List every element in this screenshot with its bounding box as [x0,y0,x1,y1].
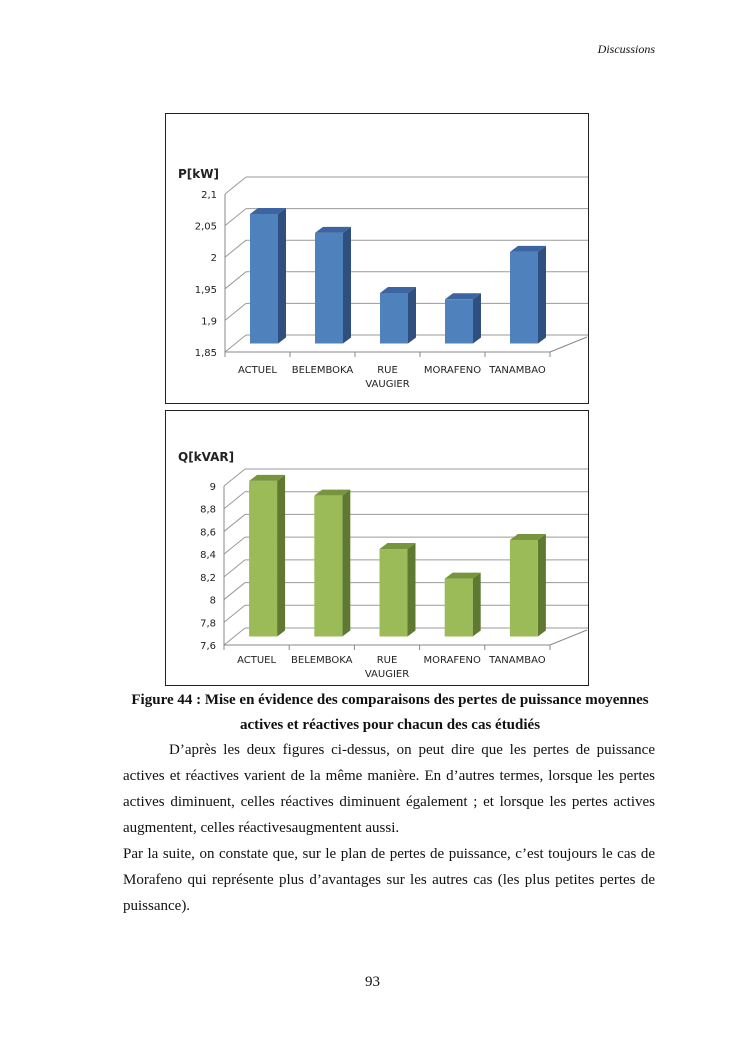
active-power-chart-svg [166,114,588,403]
x-category-label: ACTUEL [238,365,277,376]
bar-side [277,475,285,637]
bar-rue-vaugier [380,293,408,344]
x-category-label: TANAMBAO [489,365,546,376]
chart-title: P[kW] [178,167,219,181]
bar-tanambao [510,540,538,637]
x-category-label: TANAMBAO [489,655,546,666]
bar-side [473,293,481,343]
bar-belemboka [314,496,342,637]
side-gridline [225,272,246,289]
y-tick-label: 2,1 [201,190,217,201]
y-tick-label: 8,4 [200,550,216,562]
bar-belemboka [315,233,343,344]
side-gridline [224,537,245,554]
bar-side [473,573,481,637]
bar-actuel [249,481,277,637]
bar-side [343,227,351,344]
paragraph-1: D’après les deux figures ci-dessus, on peut dire que les pertes de puissance actives et réactives varient de la même manière. En d’autres termes, lorsque les pertes actives diminuent, celles réactives diminuent également ; et lorsque les pertes actives augmentent, celles réactivesaugmentent aussi. [123,742,655,836]
bar-side [408,543,416,636]
y-tick-label: 1,95 [194,284,217,296]
y-tick-label: 2,05 [194,221,217,233]
side-gridline [224,605,245,622]
y-tick-label: 1,9 [201,316,217,328]
reactive-power-chart-svg [166,411,588,685]
bar-morafeno [445,579,473,637]
y-tick-label: 8,6 [200,527,216,539]
side-gridline [225,209,246,226]
bar-morafeno [445,299,473,343]
x-category-label: MORAFENO [423,365,482,376]
caption-line-1: Figure 44 : Mise en évidence des comparaisons des pertes de puissance moyennes [131,692,649,708]
side-gridline [225,335,246,352]
active-power-chart [165,113,589,404]
side-gridline [224,583,245,600]
y-tick-label: 1,85 [194,348,217,359]
x-category-label: BELEMBOKA [291,365,354,376]
side-gridline [225,177,246,194]
y-tick-label: 8 [209,595,216,607]
side-gridline [225,303,246,320]
x-category-label: RUE [377,365,398,376]
x-category-label: VAUGIER [364,669,410,680]
figure-caption [100,688,680,738]
side-gridline [224,628,245,645]
x-category-label: ACTUEL [237,655,277,666]
y-tick-label: 7,8 [200,618,216,630]
side-gridline [224,492,245,509]
y-tick-label: 7,6 [200,641,216,652]
x-category-label: MORAFENO [423,655,481,666]
side-gridline [224,514,245,531]
y-tick-label: 9 [209,482,216,493]
bar-tanambao [510,252,538,344]
y-tick-label: 8,8 [200,504,216,516]
bar-side [278,208,286,344]
caption-line-2: actives et réactives pour chacun des cas étudiés [239,717,541,733]
side-gridline [224,469,245,486]
bar-actuel [250,214,278,344]
floor-edge [550,630,587,645]
x-category-label: VAUGIER [365,379,410,390]
bar-side [538,246,546,344]
reactive-power-chart [165,410,589,686]
page-number: 93 [365,974,380,990]
x-category-label: BELEMBOKA [291,655,353,666]
chart-title: Q[kVAR] [178,450,235,464]
y-tick-label: 8,2 [200,572,216,584]
paragraph-2: Par la suite, on constate que, sur le plan de pertes de puissance, c’est toujours le cas de Morafeno qui représente plus d’avantages sur les autres cas (les plus petites pertes de puissance). [123,846,655,914]
floor-edge [550,337,587,352]
side-gridline [225,240,246,257]
bar-side [538,534,546,637]
bar-side [408,287,416,344]
x-category-label: RUE [376,655,398,666]
bar-side [342,490,350,637]
bar-rue-vaugier [380,549,408,636]
running-header: Discussions [597,42,655,56]
side-gridline [224,560,245,577]
y-tick-label: 2 [210,253,217,265]
